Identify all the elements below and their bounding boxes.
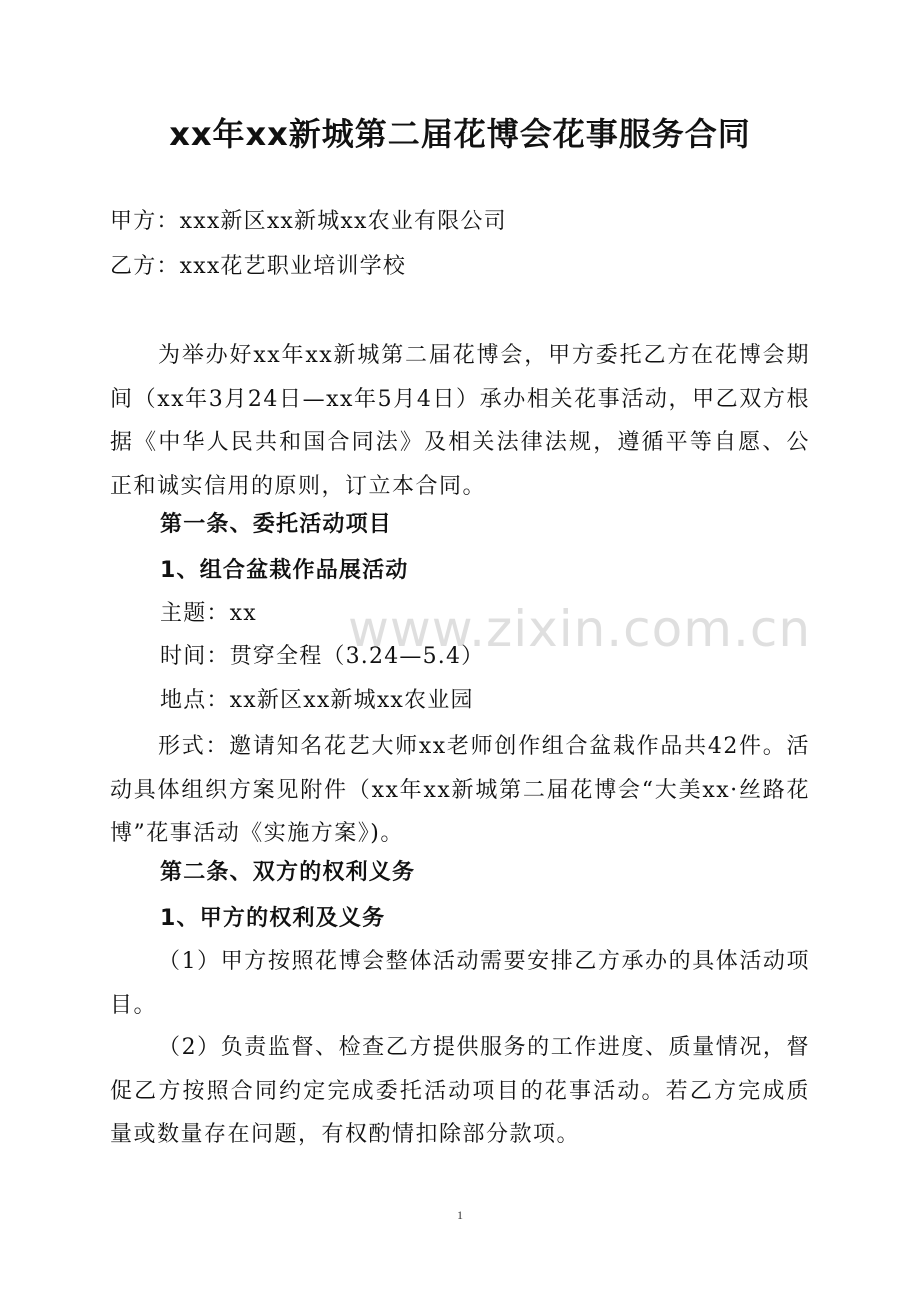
- article-1-heading: 第一条、委托活动项目: [160, 512, 393, 537]
- intro-paragraph: 为举办好xx年xx新城第二届花博会，甲方委托乙方在花博会期间（xx年3月24日—xx年5月4日）承办相关花事活动，甲乙双方根据《中华人民共和国合同法》及相关法律法规，遵循平等自愿、公正和诚实信用的原则，订立本合同。: [110, 343, 810, 499]
- watermark: www.zixin.com.cn: [348, 600, 812, 658]
- clause-1-paragraph: （1）甲方按照花博会整体活动需要安排乙方承办的具体活动项目。: [110, 949, 810, 1018]
- form-text: ：邀请知名花艺大师xx老师创作组合盆栽作品共42件。活动具体组织方案见附件（xx年xx新城第二届花博会“大美xx·丝路花博”花事活动《实施方案》)。: [110, 734, 810, 846]
- page-number: 1: [457, 1208, 463, 1222]
- location-line: 地点：xx新区xx新城xx农业园: [160, 688, 474, 713]
- party-b: 乙方：xxx花艺职业培训学校: [110, 254, 407, 279]
- page-title: xx年xx新城第二届花博会花事服务合同: [169, 115, 751, 153]
- item-2-heading: 1、甲方的权利及义务: [160, 906, 386, 931]
- party-a: 甲方：xxx新区xx新城xx农业有限公司: [110, 209, 507, 234]
- time-line: 时间：贯穿全程（3.24—5.4）: [160, 644, 485, 669]
- item-1-heading: 1、组合盆栽作品展活动: [160, 558, 409, 583]
- form-paragraph: [110, 725, 810, 856]
- article-2-heading: 第二条、双方的权利义务: [160, 860, 416, 885]
- clause-2-paragraph: （2）负责监督、检查乙方提供服务的工作进度、质量情况，督促乙方按照合同约定完成委托活动项目的花事活动。若乙方完成质量或数量存在问题，有权酌情扣除部分款项。: [110, 1035, 810, 1147]
- form-label: 形式: [158, 734, 206, 759]
- theme-line: 主题：xx: [160, 601, 257, 626]
